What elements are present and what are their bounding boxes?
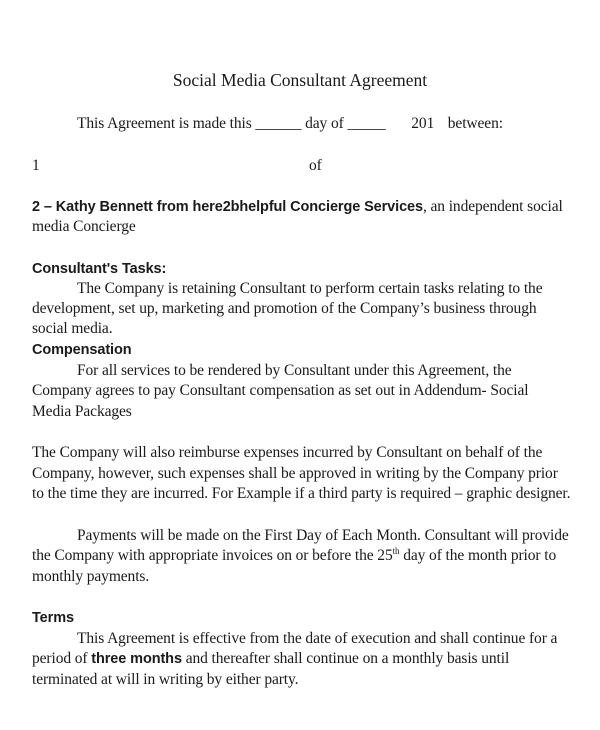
payments-line-1: Payments will be made on the First Day of Each Month. Consultant will provide [77, 527, 569, 544]
party2-line [32, 197, 563, 217]
compensation-line-3: Media Packages [32, 403, 132, 420]
intro-year: 201 [411, 115, 435, 132]
party1-of: of [309, 157, 322, 174]
payments-line-2-after: day of the month prior to [399, 547, 557, 564]
terms-bold-duration: three months [91, 651, 182, 667]
party2-name: Kathy Bennett from here2bhelpful Concierge Services [55, 199, 423, 215]
compensation-line-2: Company agrees to pay Consultant compensation as set out in Addendum- Social [32, 382, 529, 399]
terms-heading: Terms [32, 610, 74, 626]
terms-line-3: terminated at will in writing by either party. [32, 671, 299, 688]
intro-line [77, 114, 503, 134]
consultants-tasks-heading: Consultant's Tasks: [32, 261, 167, 277]
terms-line-2 [32, 649, 509, 669]
party2-prefix: 2 – [32, 199, 56, 215]
compensation-line-1: For all services to be rendered by Consultant under this Agreement, the [77, 362, 512, 379]
reimburse-line-3: to the time they are incurred. For Example if a third party is required – graphic designer. [32, 485, 571, 502]
party2-line2: media Concierge [32, 218, 136, 235]
payments-superscript: th [392, 545, 400, 556]
payments-line-3: monthly payments. [32, 568, 150, 585]
party2-suffix: , an independent social [422, 198, 563, 215]
tasks-line-1: The Company is retaining Consultant to perform certain tasks relating to the [77, 280, 543, 297]
intro-between: between: [447, 115, 503, 132]
reimburse-line-1: The Company will also reimburse expenses incurred by Consultant on behalf of the [32, 444, 543, 461]
compensation-heading: Compensation [32, 342, 132, 358]
party1-number: 1 [32, 157, 40, 174]
payments-line-2-before: the Company with appropriate invoices on or before the 25 [32, 547, 393, 564]
document-title: Social Media Consultant Agreement [172, 70, 428, 90]
intro-made-this: This Agreement is made this ______ day of _____ [77, 115, 386, 132]
terms-line-1: This Agreement is effective from the date of execution and shall continue for a [77, 630, 558, 647]
tasks-line-3: social media. [32, 320, 113, 337]
payments-line-2 [32, 546, 556, 566]
tasks-line-2: development, set up, marketing and promotion of the Company’s business through [32, 300, 537, 317]
terms-line-2-after: and thereafter shall continue on a monthly basis until [181, 650, 510, 667]
terms-line-2-before: period of [32, 650, 92, 667]
reimburse-line-2: Company, however, such expenses shall be approved in writing by the Company prior [32, 465, 558, 482]
